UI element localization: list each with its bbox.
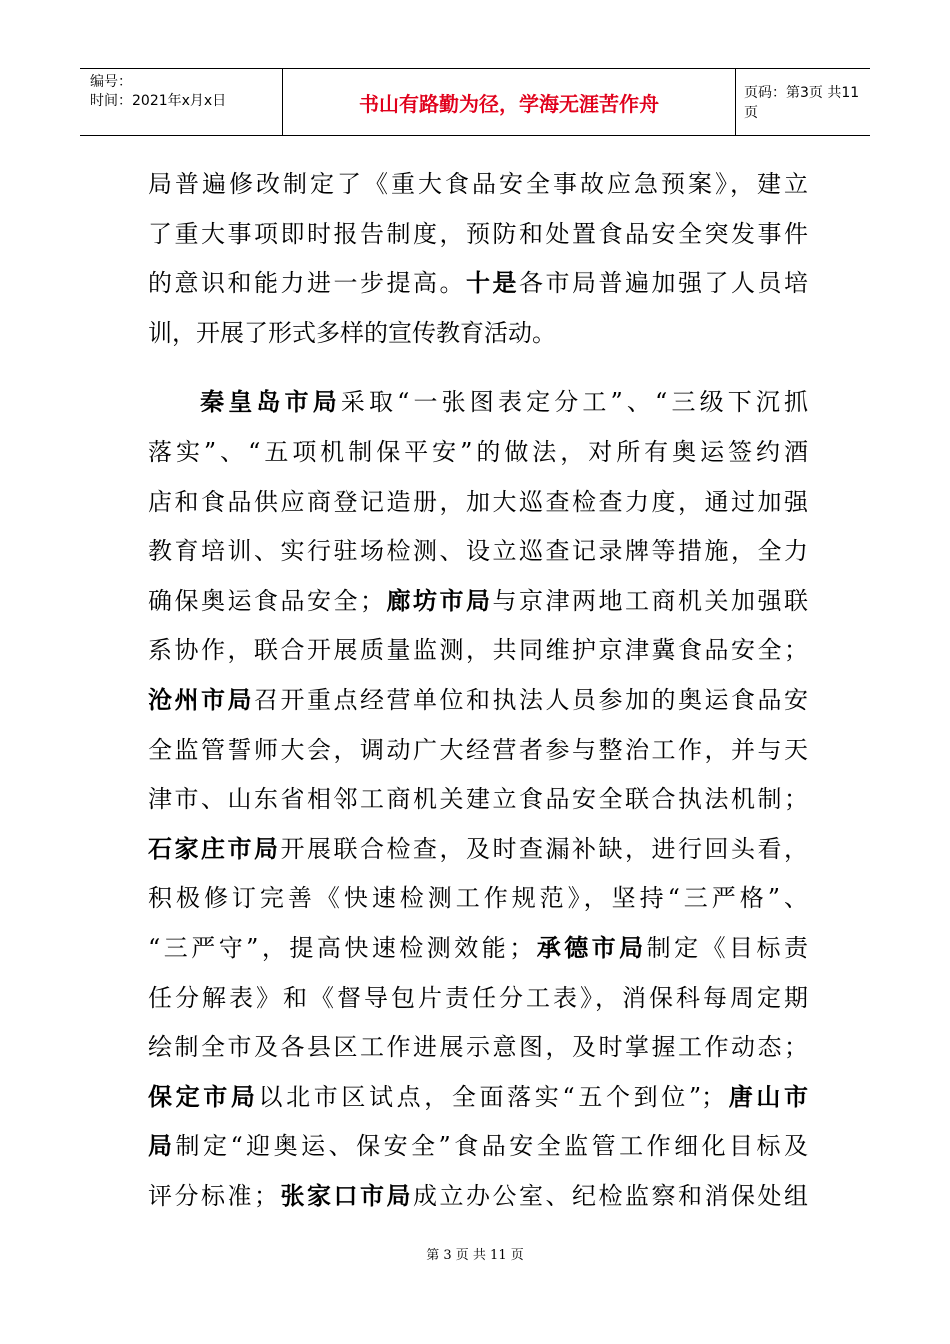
header-page-cell bbox=[736, 69, 870, 135]
header-motto: 书山有路勤为径，学海无涯苦作舟 bbox=[359, 91, 659, 116]
text-run: 制定“迎奥运、保安全”食品安全监管工作细化目标及 bbox=[175, 1132, 808, 1161]
bureau-name: 沧州市局 bbox=[148, 685, 254, 714]
document-body bbox=[148, 160, 808, 1221]
text-line: 全监管誓师大会，调动广大经营者参与整治工作，并与天 bbox=[148, 735, 808, 764]
bureau-name: 唐山市 bbox=[725, 1082, 808, 1111]
paragraph-2 bbox=[148, 378, 808, 1221]
text-line: 教育培训、实行驻场检测、设立巡查记录牌等措施，全力 bbox=[148, 537, 808, 566]
text-line: 了重大事项即时报告制度，预防和处置食品安全突发事件 bbox=[148, 219, 808, 248]
text-line: 训，开展了形式多样的宣传教育活动。 bbox=[148, 318, 556, 347]
document-number-label: 编号： bbox=[90, 74, 132, 90]
text-line: 落实”、“五项机制保平安”的做法，对所有奥运签约酒 bbox=[148, 437, 808, 466]
text-line bbox=[148, 825, 808, 875]
text-line: 积极修订完善《快速检测工作规范》，坚持“三严格”、 bbox=[148, 884, 808, 913]
text-line bbox=[148, 1172, 808, 1222]
text-line bbox=[148, 378, 808, 428]
text-run: 各市局普遍加强了人员培 bbox=[519, 269, 808, 298]
text-line: 系协作，联合开展质量监测，共同维护京津冀食品安全； bbox=[148, 636, 808, 665]
text-run: 开展联合检查，及时查漏补缺，进行回头看， bbox=[280, 834, 808, 863]
text-line: 局普遍修改制定了《重大食品安全事故应急预案》，建立 bbox=[148, 170, 808, 198]
text-run: 采取“一张图表定分工”、“三级下沉抓 bbox=[340, 388, 809, 417]
text-run: 召开重点经营单位和执法人员参加的奥运食品安 bbox=[254, 685, 808, 714]
text-run: “三严守”，提高快速检测效能； bbox=[148, 933, 534, 962]
text-run: 的意识和能力进一步提高。 bbox=[148, 269, 466, 298]
bureau-name: 张家口市局 bbox=[278, 1181, 413, 1210]
bureau-name: 廊坊市局 bbox=[384, 586, 493, 615]
text-run: 确保奥运食品安全； bbox=[148, 586, 384, 615]
bureau-name: 保定市局 bbox=[148, 1082, 259, 1111]
text-run: 评分标准； bbox=[148, 1181, 278, 1210]
document-time-label: 时间：2021年x月x日 bbox=[90, 93, 227, 109]
text-line bbox=[148, 924, 808, 974]
bureau-name: 局 bbox=[148, 1132, 176, 1161]
header-info-cell bbox=[80, 69, 283, 135]
text-run: 与京津两地工商机关加强联 bbox=[492, 586, 808, 615]
bureau-name: 石家庄市局 bbox=[148, 834, 281, 863]
text-line bbox=[148, 676, 808, 726]
bureau-name: 承德市局 bbox=[533, 933, 647, 962]
text-run: 制定《目标责 bbox=[646, 933, 809, 962]
text-line: 店和食品供应商登记造册，加大巡查检查力度，通过加强 bbox=[148, 487, 808, 516]
bureau-name: 秦皇岛市局 bbox=[196, 388, 341, 417]
header-page-number: 页码：第3页 共11页 bbox=[744, 85, 860, 121]
text-line: 任分解表》和《督导包片责任分工表》，消保科每周定期 bbox=[148, 983, 808, 1012]
footer-page-number: 第 3 页 共 11 页 bbox=[426, 1248, 524, 1263]
text-run: 以北市区试点，全面落实“五个到位”； bbox=[258, 1082, 726, 1111]
text-run: 成立办公室、纪检监察和消保处组 bbox=[413, 1181, 808, 1210]
emphasis-text: 十是 bbox=[466, 269, 519, 298]
text-line bbox=[148, 1122, 808, 1172]
page-header bbox=[80, 68, 870, 136]
header-motto-cell bbox=[283, 69, 736, 135]
page-footer bbox=[0, 1244, 950, 1263]
text-line bbox=[148, 259, 808, 309]
text-line bbox=[148, 1073, 808, 1123]
text-line: 绘制全市及各县区工作进展示意图，及时掌握工作动态； bbox=[148, 1033, 808, 1062]
text-line bbox=[148, 577, 808, 627]
paragraph-1 bbox=[148, 160, 808, 358]
text-line: 津市、山东省相邻工商机关建立食品安全联合执法机制； bbox=[148, 785, 808, 814]
